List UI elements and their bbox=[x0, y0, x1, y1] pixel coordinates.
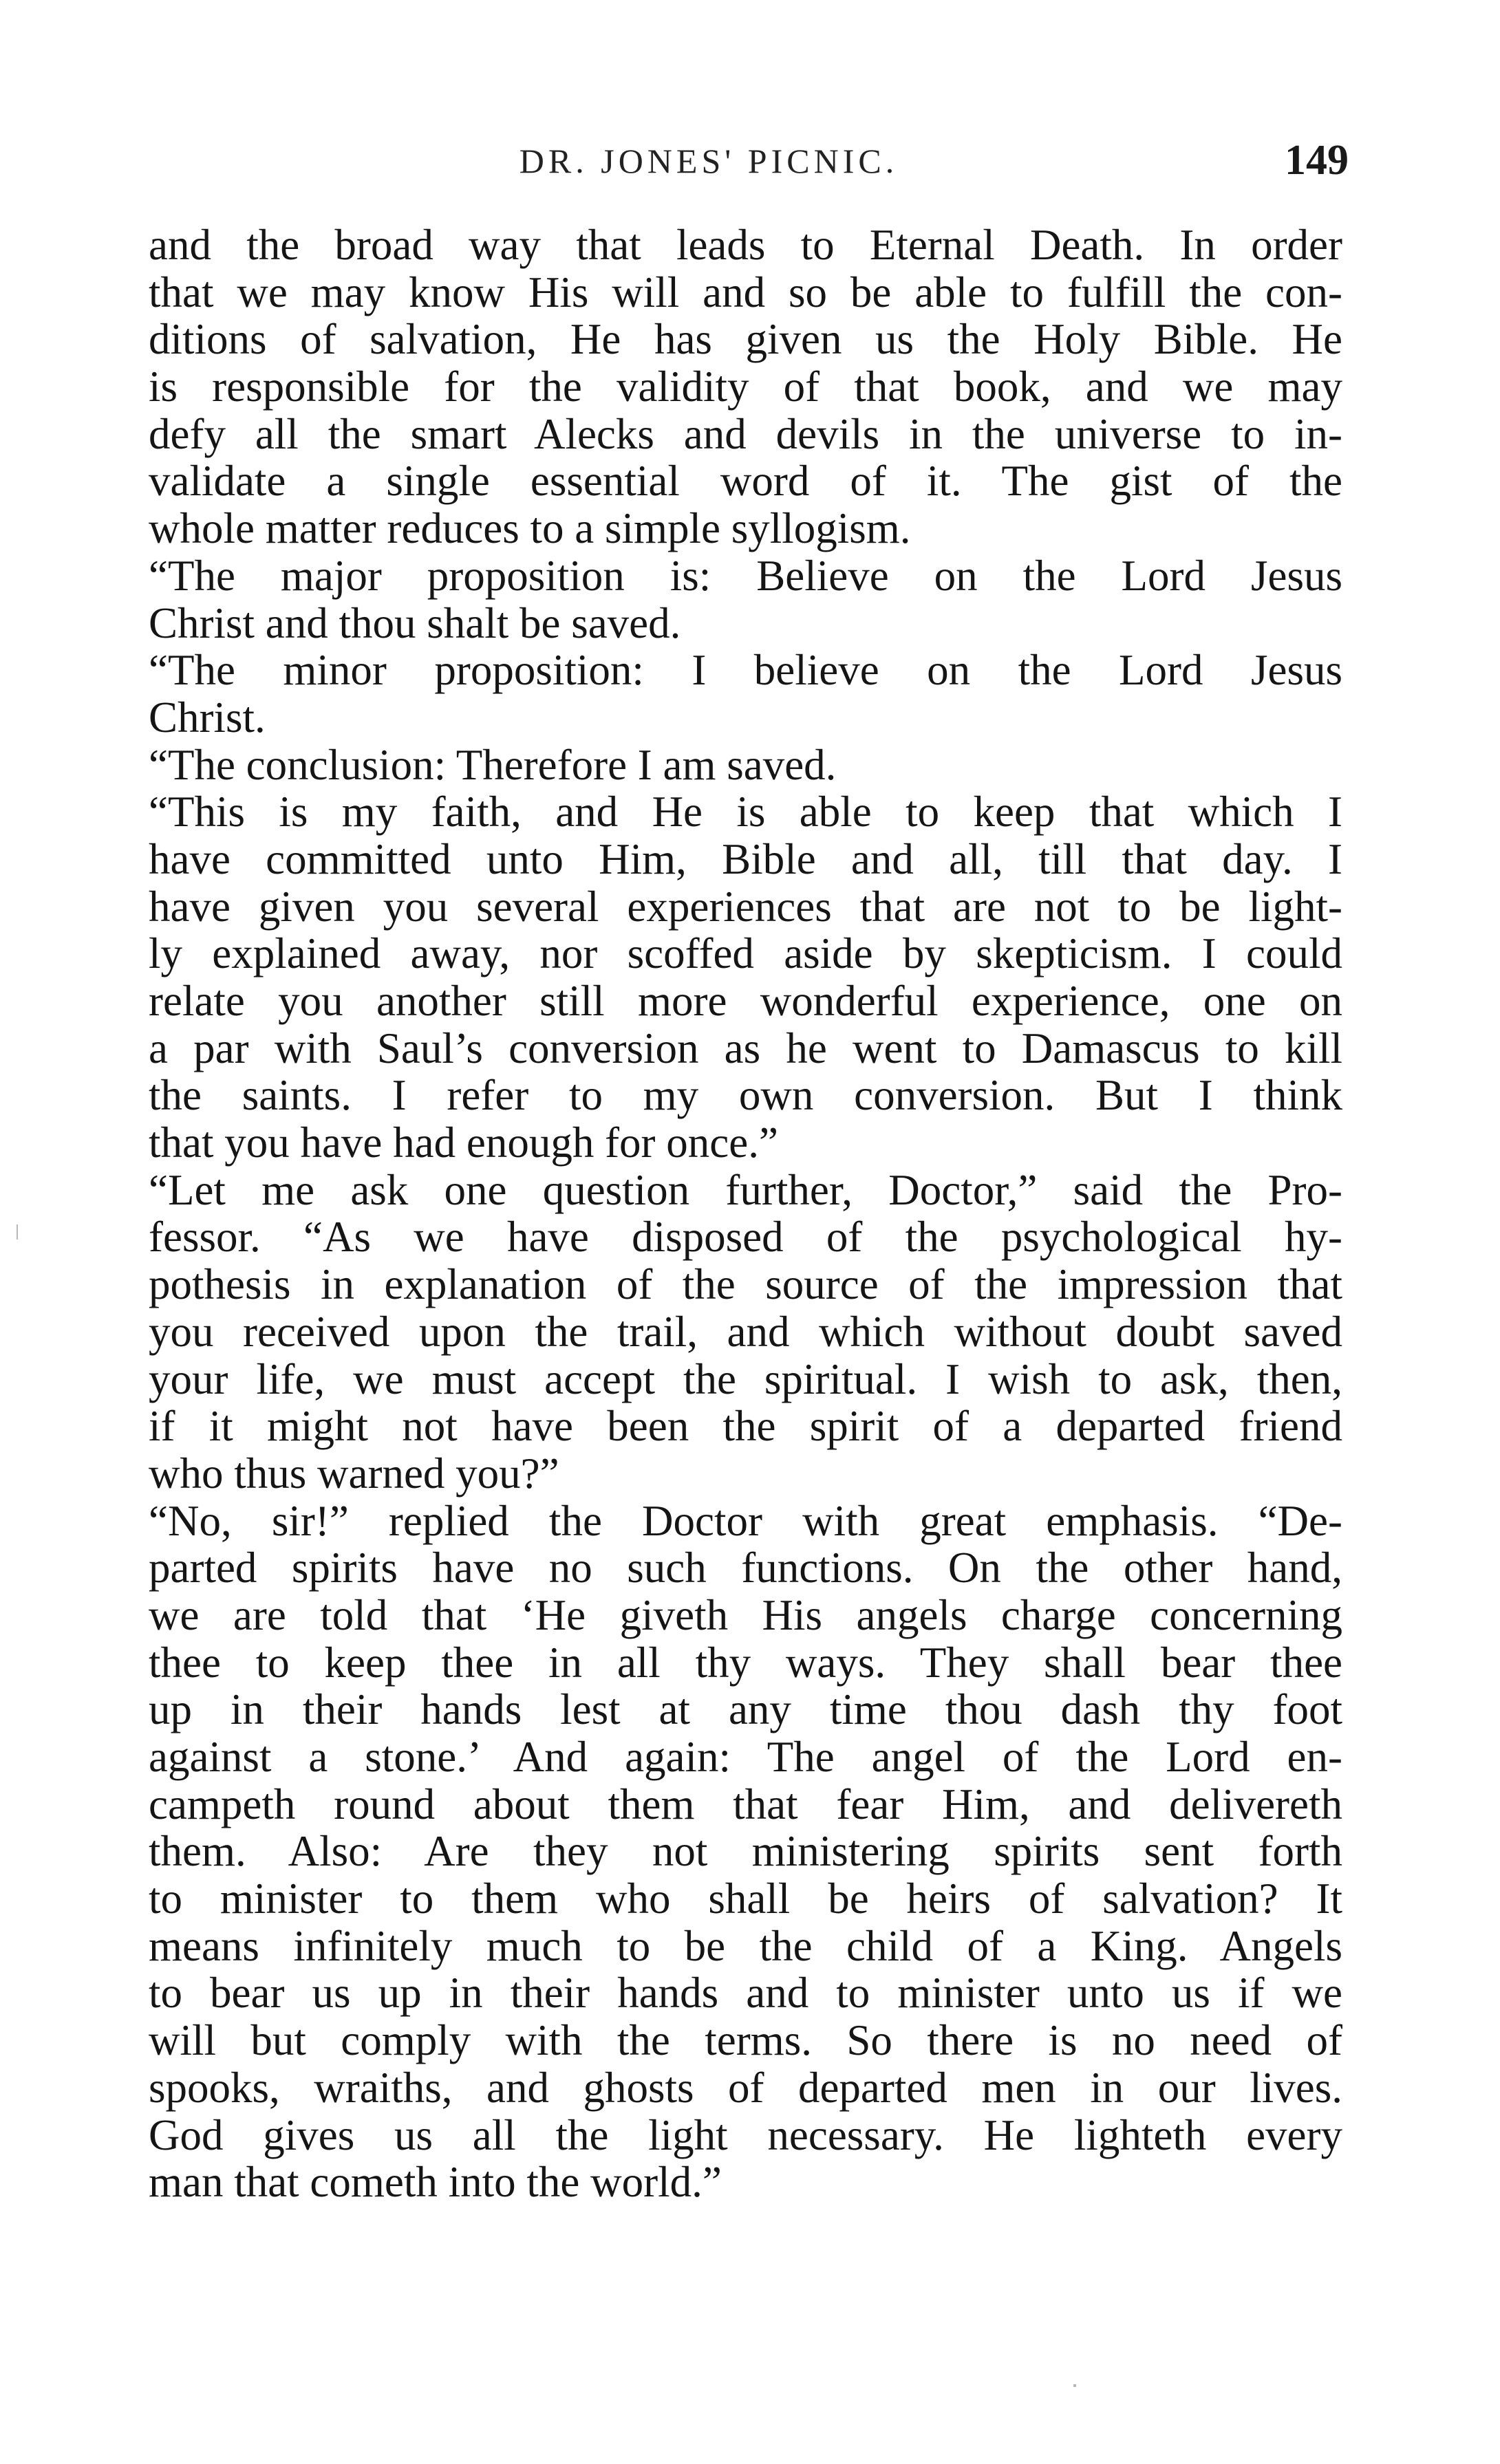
text-line: “Let me ask one question further, Doctor,” said the Pro- bbox=[149, 1165, 1342, 1214]
text-line: up in their hands lest at any time thou dash thy foot bbox=[149, 1685, 1342, 1734]
body-text bbox=[149, 221, 1342, 2206]
text-line: pothesis in explanation of the source of the impression that bbox=[149, 1260, 1342, 1309]
text-line: ly explained away, nor scoffed aside by skepticism. I could bbox=[149, 929, 1342, 978]
text-line: “The major proposition is: Believe on the Lord Jesus bbox=[149, 551, 1342, 600]
text-line: spooks, wraiths, and ghosts of departed men in our lives. bbox=[149, 2063, 1342, 2112]
text-line: a par with Saul’s conversion as he went to Damascus to kill bbox=[149, 1024, 1342, 1072]
text-line: “The conclusion: Therefore I am saved. bbox=[149, 740, 837, 789]
text-line: them. Also: Are they not ministering spirits sent forth bbox=[149, 1827, 1342, 1876]
text-line: “No, sir!” replied the Doctor with great emphasis. “De- bbox=[149, 1496, 1342, 1545]
text-line: relate you another still more wonderful experience, one on bbox=[149, 977, 1342, 1025]
text-line: defy all the smart Alecks and devils in the universe to in- bbox=[149, 409, 1342, 458]
text-line: is responsible for the validity of that book, and we may bbox=[149, 363, 1342, 411]
text-line: you received upon the trail, and which without doubt saved bbox=[149, 1307, 1342, 1356]
text-line: have committed unto Him, Bible and all, till that day. I bbox=[149, 834, 1342, 883]
text-line: that we may know His will and so be able to fulfill the con- bbox=[149, 268, 1342, 316]
text-line: God gives us all the light necessary. He lighteth every bbox=[149, 2110, 1342, 2159]
text-line: campeth round about them that fear Him, and delivereth bbox=[149, 1780, 1342, 1828]
text-line: if it might not have been the spirit of a departed friend bbox=[149, 1402, 1342, 1451]
text-line: the saints. I refer to my own conversion. But I think bbox=[149, 1071, 1342, 1120]
text-line: whole matter reduces to a simple syllogism. bbox=[149, 504, 911, 553]
running-head: DR. JONES' PICNIC. bbox=[519, 142, 899, 180]
text-line: to minister to them who shall be heirs of salvation? It bbox=[149, 1874, 1342, 1923]
text-line: to bear us up in their hands and to minister unto us if we bbox=[149, 1969, 1342, 2018]
text-line: against a stone.’ And again: The angel of the Lord en- bbox=[149, 1733, 1342, 1781]
text-line: man that cometh into the world.” bbox=[149, 2158, 722, 2207]
text-line: “The minor proposition: I believe on the Lord Jesus bbox=[149, 646, 1342, 695]
margin-speck bbox=[17, 1224, 18, 1240]
text-line: fessor. “As we have disposed of the psychological hy- bbox=[149, 1213, 1342, 1262]
text-line: and the broad way that leads to Eternal Death. In order bbox=[149, 221, 1342, 269]
text-line: parted spirits have no such functions. On the other hand, bbox=[149, 1544, 1342, 1592]
text-line: Christ and thou shalt be saved. bbox=[149, 598, 681, 647]
text-line: ditions of salvation, He has given us the Holy Bible. He bbox=[149, 315, 1342, 364]
text-line: thee to keep thee in all thy ways. They shall bear thee bbox=[149, 1638, 1342, 1687]
margin-speck bbox=[1073, 2384, 1076, 2387]
text-line: “This is my faith, and He is able to keep that which I bbox=[149, 788, 1342, 836]
text-line: validate a single essential word of it. The gist of the bbox=[149, 457, 1342, 506]
text-line: Christ. bbox=[149, 693, 266, 742]
text-line: have given you several experiences that are not to be light- bbox=[149, 882, 1342, 931]
text-line: we are told that ‘He giveth His angels charge concerning bbox=[149, 1590, 1342, 1639]
text-line: will but comply with the terms. So there is no need of bbox=[149, 2016, 1342, 2065]
page-number: 149 bbox=[1285, 137, 1349, 184]
text-line: that you have had enough for once.” bbox=[149, 1118, 778, 1167]
text-line: means infinitely much to be the child of a King. Angels bbox=[149, 1921, 1342, 1970]
text-line: who thus warned you?” bbox=[149, 1449, 559, 1498]
text-line: your life, we must accept the spiritual. I wish to ask, then, bbox=[149, 1354, 1342, 1403]
